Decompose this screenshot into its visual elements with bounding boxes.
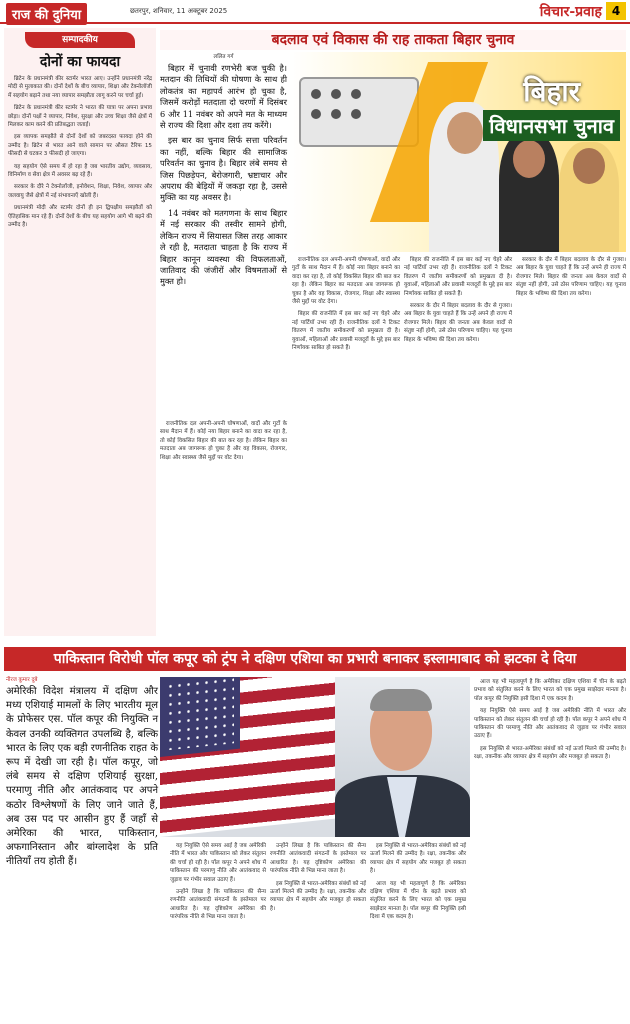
story2-paragraph: आज यह भी महत्वपूर्ण है कि अमेरिका दक्षिण एशिया में चीन के बढ़ते प्रभाव को संतुलित करने के लिए भारत को एक प्रमुख साझेदार मानता है। पॉल कपूर की नियुक्ति इसी दिशा में एक कदम है। — [474, 679, 626, 702]
story1-column — [404, 256, 512, 640]
story1-column — [516, 256, 626, 640]
story1-paragraph: बिहार की राजनीति में इस बार कई नए चेहरे और नई पार्टियाँ उभर रही हैं। राजनीतिक दलों ने टिकट वितरण में जातीय समीकरणों को प्रमुखता दी है। युवाओं, महिलाओं और प्रवासी मजदूरों के मुद्दे इस बार निर्णायक साबित हो सकते हैं। — [292, 311, 400, 352]
hero-caption-line: विधानसभा चुनाव — [483, 110, 620, 141]
story2-paragraph: यह नियुक्ति ऐसे समय आई है जब अमेरिकी नीति में भारत और पाकिस्तान को लेकर संतुलन की चर्चा हो रही है। पॉल कपूर ने अपने शोध में पाकिस्तान की परमाणु नीति और आतंकवाद से जुड़ाव पर गंभीर सवाल उठाए हैं। — [474, 708, 626, 740]
story1-lead-paragraph: 14 नवंबर को मतगणना के साथ बिहार में नई सरकार की तस्वीर सामने होगी, लेकिन राज्य में सियासत जिस तरह आकार ले रही है, मतदाता चाहता है कि राज्य में बिहार कानून व्यवस्था की विफलताओं, जातिवाद की जंजीरों और विषमताओं से मुक्त हो। — [160, 207, 287, 287]
page-number: 4 — [606, 2, 626, 20]
story1-lead-column — [160, 52, 287, 292]
hero-caption — [483, 72, 620, 141]
editorial-paragraph: यह सहयोग ऐसे समय में हो रहा है जब भारतीय उद्योग, व्यवसाय, विनिर्माण व सेवा क्षेत्र में अवसर बढ़ रहे हैं। — [8, 163, 152, 179]
editorial-title: दोनों का फायदा — [39, 54, 121, 70]
story1-hero-image — [289, 52, 626, 252]
story1-paragraph: सरकार के दौर में बिहार बदलाव के दौर से गुजरा। अब बिहार के युवा चाहते हैं कि उन्हें अपने ही राज्य में रोजगार मिले। बिहार की जनता अब केवल वादों से संतुष्ट नहीं होगी, उसे ठोस परिणाम चाहिए। यह चुनाव बिहार के भविष्य की दिशा तय करेगा। — [404, 303, 512, 343]
editorial-paragraph: ब्रिटेन के प्रधानमंत्री कीर स्टार्मर ने भारत की यात्रा पर अपना प्रभाव छोड़ा। दोनों पक्षों ने व्यापार, निवेश, सुरक्षा और उच्च शिक्षा जैसे क्षेत्रों में मिलकर काम करने की प्रतिबद्धता जताई। — [8, 105, 152, 129]
story2-paragraph: इस नियुक्ति से भारत-अमेरिका संबंधों को नई ऊर्जा मिलने की उम्मीद है। रक्षा, तकनीक और व्यापार क्षेत्र में सहयोग और मजबूत हो सकता है। — [370, 843, 466, 875]
story1-column — [292, 256, 400, 640]
story2-paragraph: उन्होंने लिखा है कि पाकिस्तान की सैन्य रणनीति आतंकवादी संगठनों के इस्तेमाल पर आधारित है। यह दृष्टिकोण अमेरिका की पारंपरिक नीति से भिन्न माना जाता है। — [170, 889, 266, 921]
editorial-column — [4, 28, 156, 636]
story2-column — [170, 842, 266, 1022]
hero-caption-line: बिहार — [523, 75, 581, 108]
politician-photo — [499, 132, 559, 252]
story1-lead-paragraph: इस बार का चुनाव सिर्फ सत्ता परिवर्तन का नहीं, बल्कि बिहार की सामाजिक परिवर्तन का चुनाव है। बिहार लंबे समय से जिस पिछड़ेपन, बेरोजगारी, भ्रष्टाचार और अपराध की बेड़ियों में जकड़ा रहा है, उससे मुक्ति का यह अवसर है। — [160, 135, 287, 203]
section-title: विचार-प्रवाह — [539, 4, 602, 20]
story1-paragraph: राजनीतिक दल अपनी-अपनी घोषणाओं, वादों और गुटों के साथ मैदान में हैं। कोई नया बिहार बनाने का वादा कर रहा है, तो कोई विकसित बिहार की बात कर रहा है। लेकिन बिहार का मतदाता अब जागरूक हो चुका है और वह विकास, रोजगार, शिक्षा और स्वास्थ्य जैसे मुद्दों पर वोट देगा। — [292, 257, 400, 306]
story1-paragraph: सरकार के दौर में बिहार बदलाव के दौर से गुजरा। अब बिहार के युवा चाहते हैं कि उन्हें अपने ही राज्य में रोजगार मिले। बिहार की जनता अब केवल वादों से संतुष्ट नहीं होगी, उसे ठोस परिणाम चाहिए। यह चुनाव बिहार के भविष्य की दिशा तय करेगा। — [516, 257, 626, 297]
us-flag-graphic — [160, 677, 335, 837]
dateline: छतरपुर, शनिवार, 11 अक्टूबर 2025 — [130, 7, 228, 15]
story2-headline: पाकिस्तान विरोधी पॉल कपूर को ट्रंप ने दक्षिण एशिया का प्रभारी बनाकर इस्लामाबाद को झटका दे दिया — [4, 647, 626, 671]
newspaper-brand: राज की दुनिया — [6, 3, 87, 25]
story2-column — [370, 842, 466, 1022]
editorial-paragraph: ब्रिटेन के प्रधानमंत्री कीर स्टार्मर भारत आए। उन्होंने प्रधानमंत्री नरेंद्र मोदी से मुलाकात की। दोनों देशों के बीच व्यापार, शिक्षा और टेक्नोलॉजी में सहयोग बढ़ाने तथा नया व्यापार समझौता लागू करने पर चर्चा हुई। — [8, 76, 152, 99]
story2-paragraph: यह नियुक्ति ऐसे समय आई है जब अमेरिकी नीति में भारत और पाकिस्तान को लेकर संतुलन की चर्चा हो रही है। पॉल कपूर ने अपने शोध में पाकिस्तान की परमाणु नीति और आतंकवाद से जुड़ाव पर गंभीर सवाल उठाए हैं। — [170, 843, 266, 883]
story2-paragraph: आज यह भी महत्वपूर्ण है कि अमेरिका दक्षिण एशिया में चीन के बढ़ते प्रभाव को संतुलित करने के लिए भारत को एक प्रमुख साझेदार मानता है। पॉल कपूर की नियुक्ति इसी दिशा में एक कदम है। — [370, 880, 466, 921]
story1-paragraph: राजनीतिक दल अपनी-अपनी घोषणाओं, वादों और गुटों के साथ मैदान में हैं। कोई नया बिहार बनाने का वादा कर रहा है, तो कोई विकसित बिहार की बात कर रहा है। लेकिन बिहार का मतदाता अब जागरूक हो चुका है और वह विकास, रोजगार, शिक्षा और स्वास्थ्य जैसे मुद्दों पर वोट देगा। — [160, 421, 287, 461]
story2-byline: नीरज कुमार दुबे — [6, 677, 38, 683]
story2-paragraph: इस नियुक्ति से भारत-अमेरिका संबंधों को नई ऊर्जा मिलने की उम्मीद है। रक्षा, तकनीक और व्यापार क्षेत्र में सहयोग और मजबूत हो सकता है। — [270, 880, 366, 912]
story2-photo — [160, 677, 470, 837]
story2-column — [474, 678, 626, 1022]
story1-lead-paragraph: बिहार में चुनावी रणभेरी बज चुकी है। मतदान की तिथियों की घोषणा के साथ ही लोकतंत्र का महापर्व आरंभ हो चुका है, जिसमें करोड़ों मतदाता दो चरणों में दिसंबर 6 और 11 नवंबर को अपने मत के माध्यम से राज्य की दिशा और दशा तय करेंगे। — [160, 63, 287, 131]
editorial-badge: सम्पादकीय — [25, 32, 135, 48]
editorial-paragraph: इस व्यापक समझौते से दोनों देशों को जबरदस्त फायदा होने की उम्मीद है। ब्रिटेन से भारत आने वाले सामान पर औसत टैरिफ 15 फीसदी से घटकर 3 फीसदी हो जाएगा। — [8, 134, 152, 158]
masthead — [0, 0, 630, 24]
story1-headline: बदलाव एवं विकास की राह ताकता बिहार चुनाव — [160, 30, 626, 50]
story1-column — [160, 420, 287, 640]
editorial-body — [4, 75, 156, 230]
story2-paragraph: इस नियुक्ति से भारत-अमेरिका संबंधों को नई ऊर्जा मिलने की उम्मीद है। रक्षा, तकनीक और व्यापार क्षेत्र में सहयोग और मजबूत हो सकता है। — [474, 745, 626, 761]
editorial-paragraph: प्रधानमंत्री मोदी और स्टार्मर दोनों ही इन द्विपक्षीय समझौतों को ऐतिहासिक मान रहे हैं। दोनों देशों के बीच यह सहयोग आगे भी बढ़ने की उम्मीद है। — [8, 205, 152, 229]
portrait-graphic — [335, 677, 470, 837]
story2-lead: अमेरिकी विदेश मंत्रालय में दक्षिण और मध्य एशियाई मामलों के लिए भारतीय मूल के प्रोफेसर एस. पॉल कपूर की नियुक्ति न केवल उनकी व्यक्तिगत उपलब्धि है, बल्कि भारत के लिए एक बड़ी रणनीतिक राहत के रूप में देखी जा रही है। पॉल कपूर, जो लंबे समय से दक्षिण एशियाई सुरक्षा, परमाणु नीति और आतंकवाद पर अपने कठोर विश्लेषणों के लिए जाने जाते हैं, अब उस पद पर आसीन हुए हैं जहाँ से अमेरिका की भारत, पाकिस्तान, अफगानिस्तान और बांग्लादेश के प्रति नीतियाँ तय होती हैं। — [6, 686, 158, 868]
politician-photo — [559, 142, 619, 252]
story1-paragraph: बिहार की राजनीति में इस बार कई नए चेहरे और नई पार्टियाँ उभर रही हैं। राजनीतिक दलों ने टिकट वितरण में जातीय समीकरणों को प्रमुखता दी है। युवाओं, महिलाओं और प्रवासी मजदूरों के मुद्दे इस बार निर्णायक साबित हो सकते हैं। — [404, 257, 512, 297]
story2-column — [270, 842, 366, 1022]
editorial-paragraph: सरकार के दौरे ने टेक्नोलॉजी, इनोवेशन, शिक्षा, निवेश, व्यापार और जलवायु जैसे क्षेत्रों में नई संभावनाएँ खोली हैं। — [8, 184, 152, 199]
story1-byline: ललित गर्ग — [213, 54, 234, 60]
story2-paragraph: उन्होंने लिखा है कि पाकिस्तान की सैन्य रणनीति आतंकवादी संगठनों के इस्तेमाल पर आधारित है। यह दृष्टिकोण अमेरिका की पारंपरिक नीति से भिन्न माना जाता है। — [270, 843, 366, 875]
